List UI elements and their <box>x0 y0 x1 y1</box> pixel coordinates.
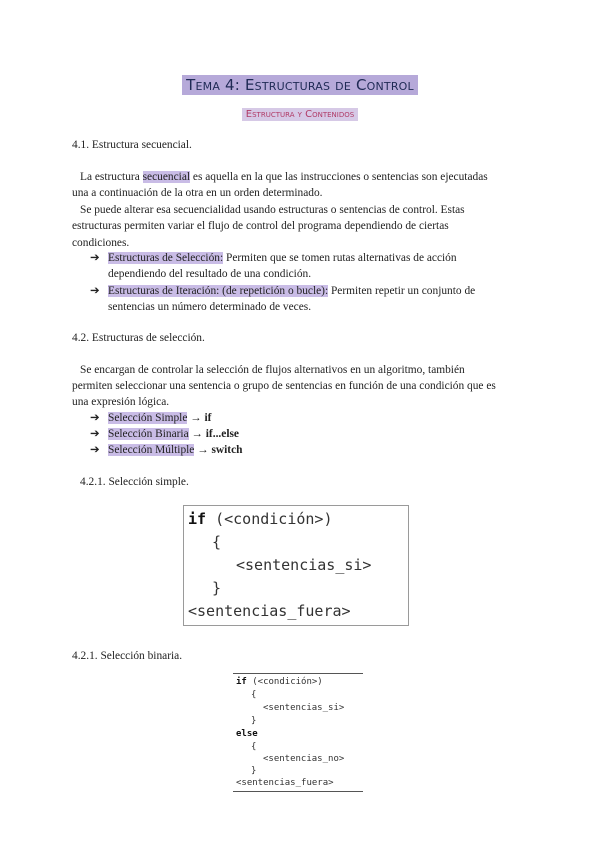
text-run: es aquella en la que las instrucciones o sentencias son ejecutadas <box>190 171 488 183</box>
text-run: Permiten que se tomen rutas alternativas de acción <box>223 252 457 264</box>
s41-paragraph2-line2: estructuras permiten variar el flujo de control del programa dependiendo de ciertas <box>72 220 449 232</box>
keyword: if <box>188 510 207 528</box>
code-line: } <box>251 766 257 776</box>
s42-paragraph-line1: Se encargan de controlar la selección de flujos alternativos en un algoritmo, también <box>80 364 465 376</box>
text-run: La estructura <box>80 171 143 183</box>
arrow-bullet-icon: ➔ <box>90 285 100 297</box>
code-line: <sentencias_fuera> <box>236 778 334 788</box>
section-4-2-1-heading: 4.2.1. Selección simple. <box>80 476 189 488</box>
code-line: { <box>251 690 257 700</box>
s42-paragraph-line2: permiten seleccionar una sentencia o grupo de sentencias en función de una condición que es <box>72 380 496 392</box>
s41-paragraph1-line1 <box>80 169 488 186</box>
keyword: else <box>236 729 258 739</box>
text-run: Permiten repetir un conjunto de <box>328 285 476 297</box>
section-4-2-heading: 4.2. Estructuras de selección. <box>72 332 205 344</box>
s41-bullet1-line1 <box>90 250 457 267</box>
code-line: } <box>251 716 257 726</box>
list-item-multiple <box>90 442 242 459</box>
page-title: Tema 4: Estructuras de Control <box>182 75 418 95</box>
code-line: { <box>251 742 257 752</box>
arrow-bullet-icon: ➔ <box>90 252 100 264</box>
code-text: (<condición>) <box>206 510 333 528</box>
code-line: { <box>212 533 222 551</box>
s41-bullet2-line1 <box>90 283 475 300</box>
highlight-label: Selección Binaria <box>108 428 189 440</box>
highlight-iteracion: Estructuras de Iteración: (de repetición o bucle): <box>108 285 329 297</box>
s41-paragraph2-line1: Se puede alterar esa secuencialidad usando estructuras o sentencias de control. Estas <box>80 204 465 216</box>
subtitle-block <box>0 104 600 122</box>
code-block-simple <box>183 505 409 626</box>
s41-bullet1-line2: dependiendo del resultado de una condición. <box>108 268 312 280</box>
code-line: <sentencias_fuera> <box>188 602 351 620</box>
arrow-bullet-icon: ➔ <box>90 428 100 440</box>
highlight-label: Selección Simple <box>108 412 188 424</box>
right-arrow-icon: → <box>191 428 203 440</box>
keyword: if <box>236 677 247 687</box>
keyword: switch <box>211 444 243 456</box>
keyword: if...else <box>205 428 239 440</box>
highlight-seleccion: Estructuras de Selección: <box>108 252 224 264</box>
page-subtitle: Estructura y Contenidos <box>242 108 358 121</box>
code-line <box>236 729 258 739</box>
list-item-binaria <box>90 426 239 443</box>
title-block <box>0 75 600 95</box>
list-item-simple <box>90 410 211 427</box>
code-line: } <box>212 579 222 597</box>
section-4-2-1b-heading: 4.2.1. Selección binaria. <box>72 650 183 662</box>
right-arrow-icon: → <box>190 412 202 424</box>
code-line <box>236 677 323 687</box>
code-line: <sentencias_si> <box>263 703 345 713</box>
highlight-secuencial: secuencial <box>142 171 191 183</box>
code-line: <sentencias_no> <box>263 754 345 764</box>
arrow-bullet-icon: ➔ <box>90 444 100 456</box>
s41-paragraph1-line2: una a continuación de la otra en un orden determinado. <box>72 187 323 199</box>
code-line <box>188 510 333 528</box>
keyword: if <box>204 412 212 424</box>
section-4-1-heading: 4.1. Estructura secuencial. <box>72 139 192 151</box>
s41-paragraph2-line3: condiciones. <box>72 237 130 249</box>
code-line: <sentencias_si> <box>236 556 372 574</box>
code-block-binaria <box>233 673 363 792</box>
code-text: (<condición>) <box>246 677 323 687</box>
s41-bullet2-line2: sentencias un número determinado de veces. <box>108 301 312 313</box>
arrow-bullet-icon: ➔ <box>90 412 100 424</box>
s42-paragraph-line3: una expresión lógica. <box>72 396 170 408</box>
right-arrow-icon: → <box>197 444 209 456</box>
highlight-label: Selección Múltiple <box>108 444 195 456</box>
